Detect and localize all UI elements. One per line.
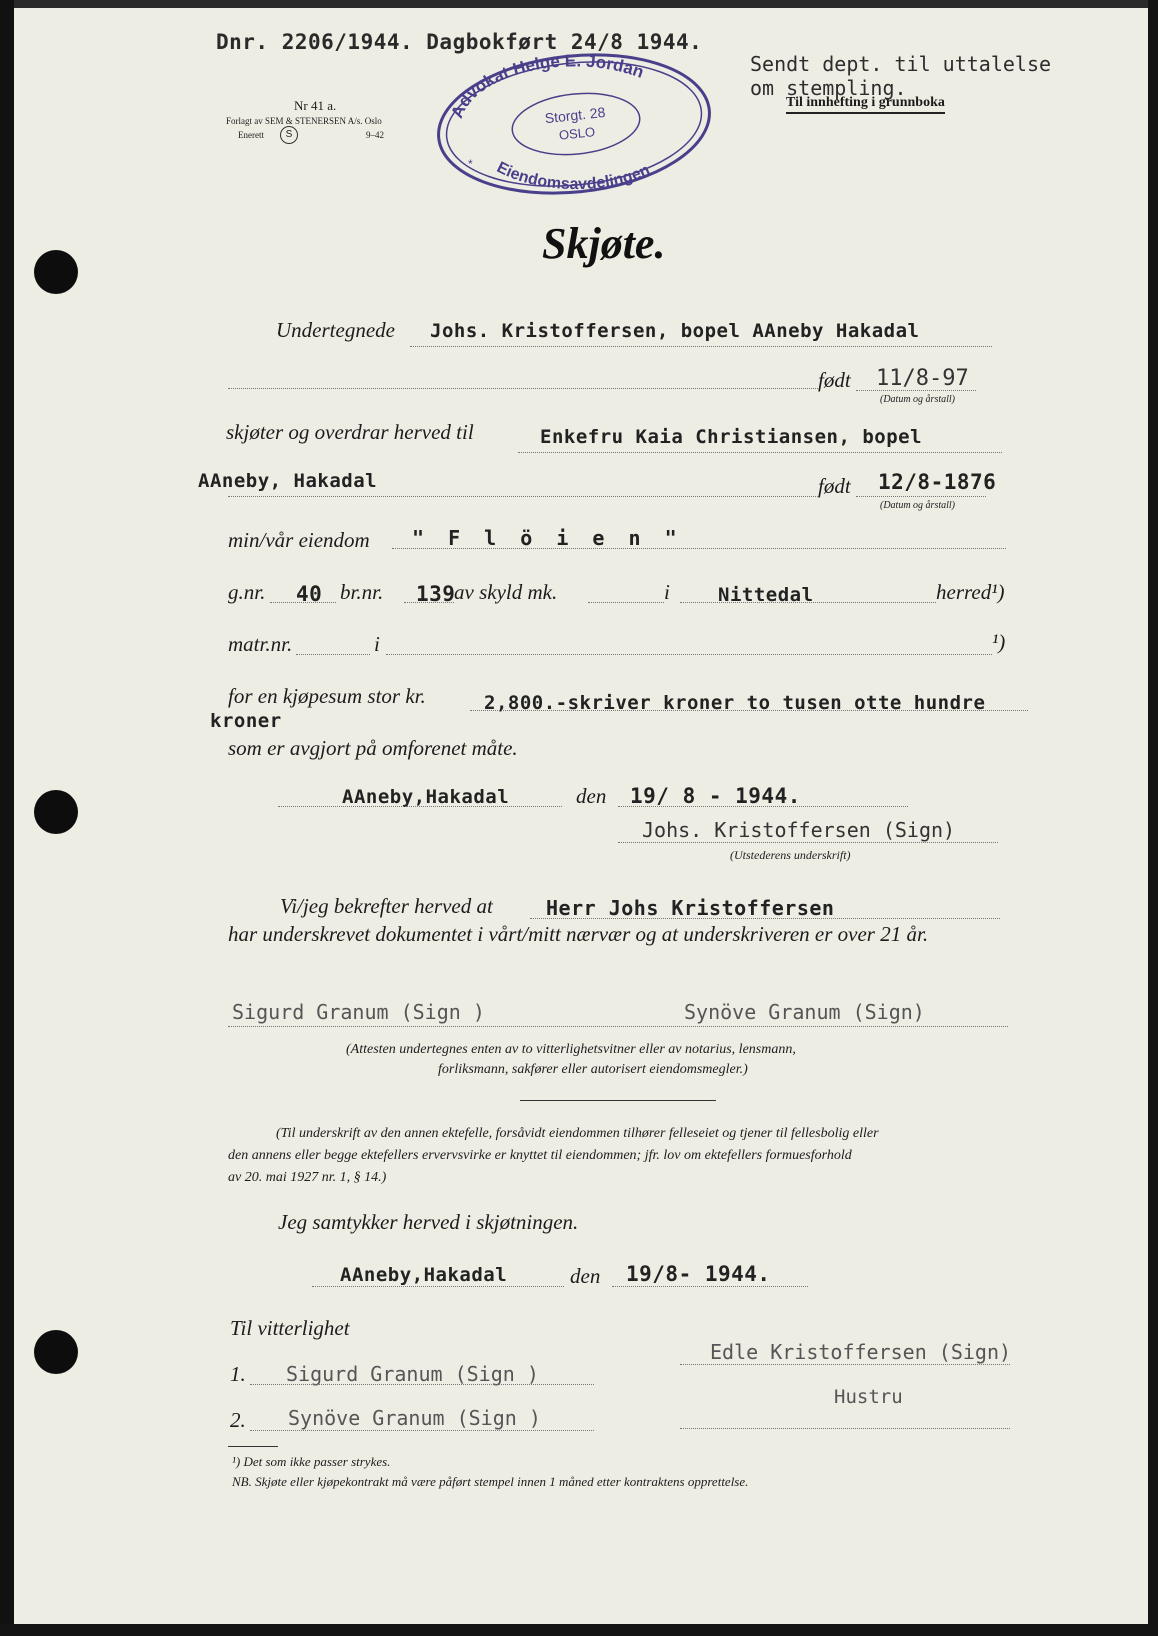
punch-hole — [34, 790, 78, 834]
herred-label: herred¹) — [936, 580, 1005, 604]
buyer-born-label: født — [818, 474, 851, 498]
seller-value: Johs. Kristoffersen, bopel AAneby Hakadal — [430, 320, 920, 342]
skyld-dotted-line — [588, 602, 664, 603]
property-name: " F l ö i e n " — [412, 526, 683, 550]
scan-border-bottom — [0, 1624, 1158, 1636]
spouse-role: Hustru — [834, 1386, 903, 1408]
price-value-line2: kroner — [210, 710, 282, 732]
matr-footnote-mark: ¹) — [992, 630, 1006, 654]
price-settled-text: som er avgjort på omforenet måte. — [228, 736, 518, 760]
seller-label: Undertegnede — [276, 318, 395, 342]
seller-born-label: født — [818, 368, 851, 392]
stamp-city: OSLO — [558, 124, 596, 143]
signature-dotted-line — [618, 842, 998, 843]
brnr-dotted-line — [404, 602, 454, 603]
publisher-date: 9–42 — [366, 130, 384, 140]
publisher-logo-icon: S — [280, 126, 298, 144]
lawyer-stamp — [432, 48, 716, 198]
price-label: for en kjøpesum stor kr. — [228, 684, 426, 708]
spouse-note-line1: (Til underskrift av den annen ektefelle, forsåvidt eiendommen tilhører felleseiet og tjener til fellesbolig eller — [276, 1126, 879, 1141]
stamp-top-text: Advokat Helge E. Jordan — [447, 51, 647, 121]
svg-text:Eiendomsavdelingen — [494, 159, 653, 193]
brnr-label: br.nr. — [340, 580, 384, 604]
dept-note-line2: om stempling. — [750, 76, 907, 100]
brnr-value: 139 — [416, 582, 456, 606]
buyer-value-line1: Enkefru Kaia Christiansen, bopel — [540, 426, 923, 448]
footnote-1: ¹) Det som ikke passer strykes. — [232, 1454, 391, 1469]
attest-name: Herr Johs Kristoffersen — [546, 896, 835, 920]
seller-born-date: 11/8-97 — [876, 366, 969, 391]
property-dotted-line — [392, 548, 1006, 549]
publisher-copyright: Enerett — [238, 130, 264, 140]
consent-den-label: den — [570, 1264, 601, 1288]
born-dotted-line — [856, 496, 986, 497]
attest-prefix: Vi/jeg bekrefter herved at — [280, 894, 493, 918]
punch-hole — [34, 250, 78, 294]
matr-i-label: i — [374, 632, 380, 656]
spouse-note-line3: av 20. mai 1927 nr. 1, § 14.) — [228, 1170, 387, 1185]
price-dotted-line — [470, 710, 1028, 711]
buyer-dotted-line-2 — [228, 496, 818, 497]
scan-border-right — [1148, 0, 1158, 1636]
consent-place-dotted-line — [312, 1286, 564, 1287]
publisher-line: Forlagt av SEM & STENERSEN A/s. Oslo — [226, 116, 382, 126]
dept-note-line1: Sendt dept. til uttalelse — [750, 52, 1052, 76]
consent-date: 19/8- 1944. — [626, 1262, 771, 1286]
attest-witness1: Sigurd Granum (Sign ) — [232, 1000, 485, 1024]
born-dotted-line — [856, 390, 976, 391]
witness2-number: 2. — [230, 1408, 246, 1432]
witness1-dotted-line — [250, 1384, 594, 1385]
herred-value: Nittedal — [718, 584, 814, 606]
stamp-star-icon: * — [468, 157, 473, 171]
date-dotted-line — [618, 806, 908, 807]
footnote-rule — [228, 1446, 278, 1447]
seller-born-hint: (Datum og årstall) — [880, 394, 955, 405]
registration-number: Dnr. 2206/1944. Dagbokført 24/8 1944. — [216, 30, 703, 54]
consent-text: Jeg samtykker herved i skjøtningen. — [278, 1210, 579, 1234]
signing-date: 19/ 8 - 1944. — [630, 784, 801, 808]
buyer-born-date: 12/8-1876 — [878, 470, 997, 494]
spouse-note-line2: den annens eller begge ektefellers ervervsvirke er knyttet til eiendommen; jfr. lov om ektefellers formuesforhold — [228, 1148, 852, 1163]
witness-label: Til vitterlighet — [230, 1316, 350, 1340]
buyer-dotted-line — [518, 452, 1002, 453]
attest-line2: har underskrevet dokumentet i vårt/mitt nærvær og at underskriveren er over 21 år. — [228, 922, 929, 946]
witness-dotted-line — [228, 1026, 1008, 1027]
buyer-born-hint: (Datum og årstall) — [880, 500, 955, 511]
spouse-dotted-line — [680, 1364, 1010, 1365]
form-number: Nr 41 a. — [294, 98, 337, 113]
seller-signature: Johs. Kristoffersen (Sign) — [642, 818, 956, 842]
spouse-signature: Edle Kristoffersen (Sign) — [710, 1340, 1012, 1364]
signing-den-label: den — [576, 784, 607, 808]
footnote-nb: NB. Skjøte eller kjøpekontrakt må være påført stempel innen 1 måned etter kontraktens opprettelse. — [232, 1474, 749, 1489]
herred-dotted-line — [680, 602, 936, 603]
attest-note1: (Attesten undertegnes enten av to vitterlighetsvitner eller av notarius, lensmann, — [346, 1042, 796, 1057]
consent-place: AAneby,Hakadal — [340, 1264, 508, 1286]
attest-dotted-line — [530, 918, 1000, 919]
consent-witness1: Sigurd Granum (Sign ) — [286, 1362, 539, 1386]
gnr-dotted-line — [270, 602, 336, 603]
binding-stamp: Til innhefting i grunnboka — [786, 95, 945, 114]
punch-hole — [34, 1330, 78, 1374]
matr-dotted-line — [296, 654, 370, 655]
consent-witness2: Synöve Granum (Sign ) — [288, 1406, 541, 1430]
divider — [520, 1100, 716, 1101]
property-label: min/vår eiendom — [228, 528, 370, 552]
skyld-label: av skyld mk. — [454, 580, 558, 604]
stamp-address: Storgt. 28 — [544, 103, 607, 127]
consent-date-dotted-line — [612, 1286, 808, 1287]
price-value-line1: 2,800.-skriver kroner to tusen otte hundre — [484, 692, 986, 714]
stamp-bottom-text: Eiendomsavdelingen — [493, 159, 653, 194]
witness2-dotted-line — [250, 1430, 594, 1431]
signing-place: AAneby,Hakadal — [342, 786, 510, 808]
matr-label: matr.nr. — [228, 632, 293, 656]
gnr-label: g.nr. — [228, 580, 266, 604]
witness1-number: 1. — [230, 1362, 246, 1386]
buyer-label: skjøter og overdrar herved til — [226, 420, 474, 444]
scan-border-left — [0, 0, 14, 1636]
document-title: Skjøte. — [542, 219, 666, 268]
signature-hint: (Utstederens underskrift) — [730, 848, 851, 862]
matr-dotted-line-2 — [386, 654, 992, 655]
scan-border-top — [0, 0, 1158, 8]
seller-dotted-line — [410, 346, 992, 347]
gnr-value: 40 — [296, 582, 323, 606]
seller-dotted-line-2 — [228, 388, 818, 389]
attest-witness2: Synöve Granum (Sign) — [684, 1000, 925, 1024]
buyer-value-line2: AAneby, Hakadal — [198, 470, 378, 492]
place-dotted-line — [278, 806, 562, 807]
attest-note2: forliksmann, sakfører eller autorisert eiendomsmegler.) — [438, 1062, 748, 1077]
spouse-role-dotted-line — [680, 1428, 1010, 1429]
herred-i-label: i — [664, 580, 670, 604]
